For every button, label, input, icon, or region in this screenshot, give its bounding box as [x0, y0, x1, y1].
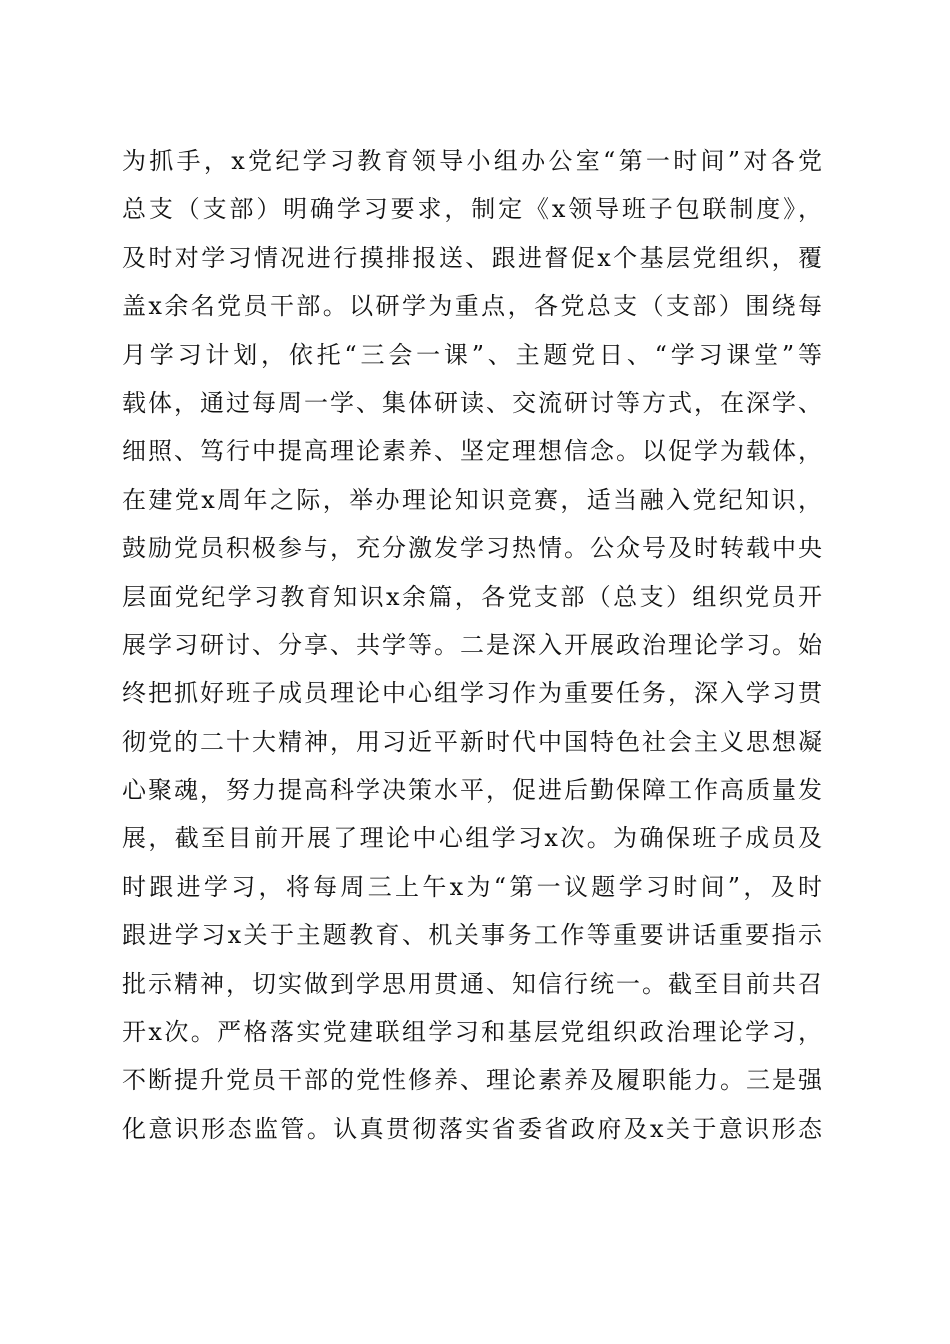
text-line-8: 在建党x周年之际，举办理论知识竞赛，适当融入党纪知识， [122, 485, 822, 514]
text-line-4: 盖x余名党员干部。以研学为重点，各党总支（支部）围绕每 [122, 292, 822, 321]
text-line-11: 展学习研讨、分享、共学等。二是深入开展政治理论学习。始 [122, 630, 822, 659]
text-line-21: 化意识形态监管。认真贯彻落实省委省政府及x关于意识形态 [122, 1114, 822, 1143]
text-line-5: 月学习计划，依托“三会一课”、主题党日、“学习课堂”等 [122, 340, 822, 369]
text-line-16: 时跟进学习，将每周三上午x为“第一议题学习时间”，及时 [122, 872, 822, 901]
body-text [122, 137, 822, 1153]
text-line-14: 心聚魂，努力提高科学决策水平，促进后勤保障工作高质量发 [122, 776, 822, 805]
text-line-15: 展，截至目前开展了理论中心组学习x次。为确保班子成员及 [122, 824, 822, 853]
text-line-13: 彻党的二十大精神，用习近平新时代中国特色社会主义思想凝 [122, 727, 822, 756]
text-line-9: 鼓励党员积极参与，充分激发学习热情。公众号及时转载中央 [122, 534, 822, 563]
text-line-3: 及时对学习情况进行摸排报送、跟进督促x个基层党组织，覆 [122, 243, 822, 272]
text-line-19: 开x次。严格落实党建联组学习和基层党组织政治理论学习， [122, 1018, 822, 1047]
text-line-6: 载体，通过每周一学、集体研读、交流研讨等方式，在深学、 [122, 388, 822, 417]
text-line-20: 不断提升党员干部的党性修养、理论素养及履职能力。三是强 [122, 1066, 822, 1095]
text-line-1: 为抓手，x党纪学习教育领导小组办公室“第一时间”对各党 [122, 147, 822, 175]
text-line-18: 批示精神，切实做到学思用贯通、知信行统一。截至目前共召 [122, 969, 822, 998]
text-line-12: 终把抓好班子成员理论中心组学习作为重要任务，深入学习贯 [122, 679, 822, 708]
text-line-17: 跟进学习x关于主题教育、机关事务工作等重要讲话重要指示 [122, 921, 822, 950]
text-line-10: 层面党纪学习教育知识x余篇，各党支部（总支）组织党员开 [122, 582, 822, 611]
text-line-2: 总支（支部）明确学习要求，制定《x领导班子包联制度》， [122, 195, 822, 224]
text-line-7: 细照、笃行中提高理论素养、坚定理想信念。以促学为载体， [122, 437, 822, 466]
